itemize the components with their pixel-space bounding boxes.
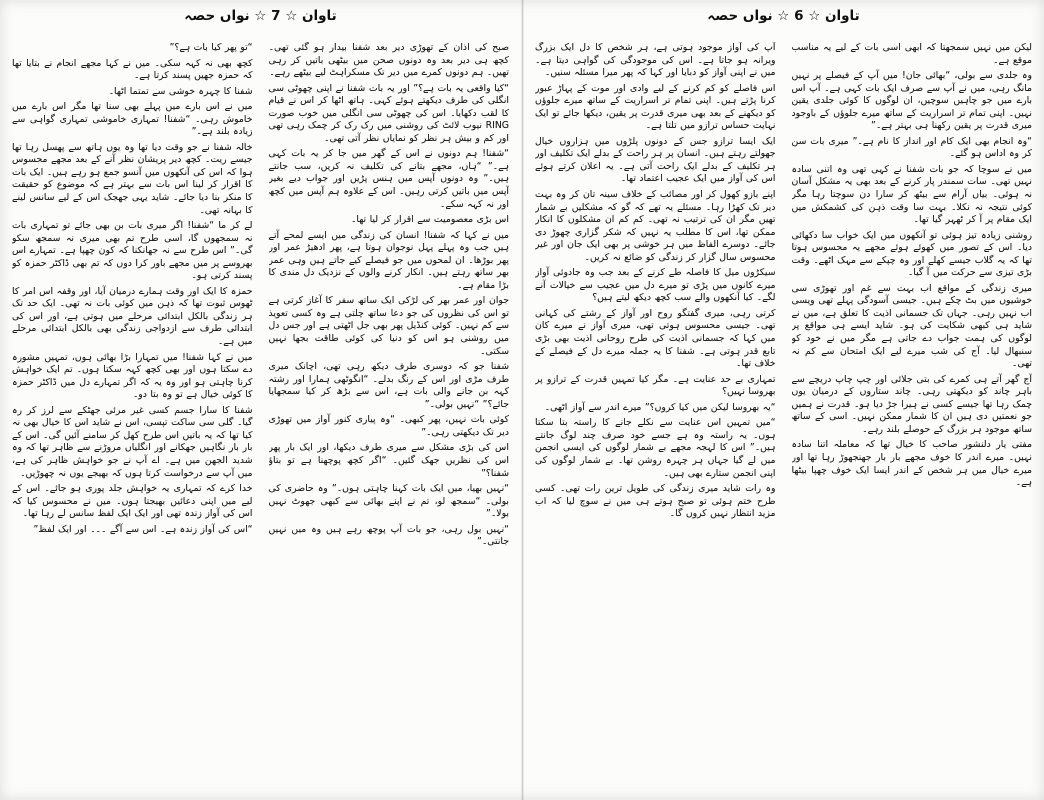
paragraph: آپ کی آواز موجود ہوتی ہے، ہر شخص کا دل ایک بزرگ ویرانہ ہو جاتا ہے۔ اس کی موجودگی کی گواہی دیتا ہے۔ میں نے اپنی آواز کو دبایا اور کہا کہ پھر میرا مسئلہ سنیں۔	[535, 42, 776, 79]
paragraph: لیکن میں نہیں سمجھتا کہ ابھی اسی بات کے لیے یہ مناسب موقع ہے۔	[791, 42, 1032, 66]
paragraph: “کیا واقعی یہ بات ہے؟” اور یہ بات شفنا نے اپنی چھوٹی سی انگلی کی طرف دیکھتے ہوئے کہی۔ ہاتھ اٹھا کر اس نے قیام کا لقب دکھایا۔ اس کی چھوٹی سی انگلی میں خوب صورت RING نیوب لائٹ کی روشنی میں رک رک کر چمک رہی تھی اور کم و بیش ہر نظر کو نمایاں نظر آتی تھی۔	[268, 82, 509, 144]
paragraph: شفنا کا سارا جسم کسی غیر مرئی جھٹکے سے لرز کر رہ گیا۔ گلی سی ساکت تپسی، اس نے شاید اس کا خیال بھی نہ کیا تھا کہ یہ باتیں اس طرح کھل کر سامنے آئیں گی۔ اس کے بار بار نگاہیں جھکانے اور انگلیاں مروڑنے سے ظاہر تھا کہ وہ شدید الجھن میں ہے۔ اے آپ نے جو خواہش ظاہر کی ہے، میں آپ سے درخواست کرتا ہوں کہ بھیجے یوں نہ چھوڑیں۔	[12, 404, 253, 479]
paragraph: “نہیں بول رہی، جو بات آپ پوچھ رہے ہیں وہ میں نہیں جانتی۔”	[268, 523, 509, 548]
paragraph: میں نے کہا کہ شفنا! انسان کی زندگی میں ایسے لمحے آتے ہیں جب وہ پہلے پہل نوجوان ہوتا ہے، پھر ادھیڑ عمر اور پھر بوڑھا۔ ان لمحوں میں جو فیصلے کیے جاتے ہیں وہی عمر بھر ساتھ رہتے ہیں۔ انکار کرنے والوں کے نزدیک دل مندی کا بڑا مقام ہے۔	[268, 229, 509, 291]
paragraph: “نہیں بھیا، میں ایک بات کہنا چاہتی ہوں۔” وہ حاضری کی بولی۔ “سمجھ لو، تم نے اپنے بھائی سے کبھی جھوٹ نہیں بولا۔”	[268, 483, 509, 520]
page-seven-header: تاوان ☆ 7 ☆ نواں حصہ	[184, 8, 337, 24]
paragraph: “یہ بھروسا لیکن میں کیا کروں؟” میرے اندر سے آواز اٹھی۔	[544, 401, 776, 413]
paragraph: وہ رات شاید میری زندگی کی طویل ترین رات تھی۔ کسی طرح ختم ہوئی تو صبح ہوتے ہی میں نے سوچ لیا کہ اب مزید انتظار نہیں کروں گا۔	[535, 483, 776, 520]
paragraph: کچھ بھی نہ کہہ سکی۔ میں نے کہا مجھے انجام نے بتایا تھا کہ حمزہ جھیں پسند کرتا ہے۔	[12, 57, 253, 82]
paragraph: اس بڑی معصومیت سے اقرار کر لیا تھا۔	[350, 214, 509, 226]
paragraph: “شفنا! ہم دونوں نے اس کے گھر میں جا کر یہ بات کہی ہے۔” “ہاں، مجھے بتانے کی تکلیف نہ کریں، سب جانتے ہیں۔” وہ دونوں آپس میں ہنس پڑیں اور جواب دیے بغیر آپس میں باتیں کرتی رہیں۔ اس کے علاوہ ہم آپس میں کچھ اور نہ کہہ سکے۔	[268, 148, 509, 210]
paragraph: آج گھر آتے ہی کمرے کی بتی جلائی اور چپ چاپ دریچے سے باہر چاند کو دیکھتی رہی۔ چاند ستاروں کے درمیان یوں چمک رہا تھا جیسے کسی نے ہیرا جڑ دیا ہو۔ قدرت نے ہمیں جو نعمتیں دی ہیں ان کا شمار ممکن نہیں۔ اسی کے ساتھ ساتھ موجود ہر بزرگ کے حوصلے بلند رہے۔	[791, 373, 1032, 435]
page-six-column-right	[792, 42, 1033, 794]
paragraph: “تو پھر کیا بات ہے؟”	[169, 42, 253, 53]
paragraph: روشنی زیادہ تیز ہوئی تو آنکھوں میں ایک خواب سا دکھائی دیا۔ اس کے تصور میں کھوئے ہوئے مجھے یہ محسوس ہوتا تھا کہ یہ گلاب جیسے کھلے اور وہ چپکے سے مہک اٹھے۔ وقت بڑی تیزی سے حرکت میں آ گیا۔	[791, 229, 1032, 279]
paragraph: حمزہ کا ایک اور وقت ہمارے درمیان آیا، اور وقفہ اس امر کا ٹھوس ثبوت تھا کہ ذہن میں کوئی بات نہ تھی۔ ایک حد تک ہر زندگی بالکل ابتدائی مرحلے میں ہوتی ہے، اور اس کی ابتدائی طرف سے ازدواجی زندگی بھی بالکل ابتدائی مرحلے میں ہے۔	[12, 285, 253, 348]
paragraph: “میں تمہیں اس عنایت سے نکلے جانے کا راستہ بتا سکتا ہوں۔ یہ راستہ وہ ہے جسے خود صرف چند لوگ جانتے ہیں۔” اس کا لہجہ مجھے بے شمار لوگوں کی ایسی انجمن میں لے گیا جہاں ہر چہرہ روشن تھا۔ بے شمار لوگوں کی اپنی انجمن ستارے بھی ہیں۔	[535, 417, 776, 479]
paragraph: ایک ایسا ترازو جس کے دونوں پلڑوں میں ہزاروں خیال جھولتے رہتے ہیں۔ انسان پر ہر راحت کے بدلے ایک تکلیف اور ہر تکلیف کے بدلے ایک راحت آتی ہے۔ یہ اعلان کرتے ہوئے اس کی آواز میں ایک عجیب اعتماد تھا۔	[535, 135, 776, 185]
paragraph: کرتی رہی، میری گفتگو روح اور آواز کے رشتے کی کہانی تھی۔ جیسی محسوس ہوتی تھی، میری آواز نے میرے کان میں کہا کہ جسمانی اذیت کی طرح روحانی اذیت بھی بڑی تابع قدر ہوتی ہے۔ شفنا کا یہ جملہ میرے دل کے فیصلے کے خلاف تھا۔	[535, 307, 776, 370]
paragraph: خالہ شفنا نے جو وقت دیا تھا وہ یوں ہاتھ سے پھسل رہا تھا جیسے ریت۔ کچھ دیر پریشان نظر آنے کے بعد مجھے محسوس ہوا کہ اس کی آنکھوں میں آنسو جمع ہو رہے ہیں۔ ایک بات کا اقرار کر لینا اس بات سے بہتر ہے کہ موضوع کو حقیقت کا منکر بنا دیا جائے۔ شاید یہی جھجک اس کے لیے سانس لینے کا بہانہ تھی۔	[12, 141, 253, 216]
paragraph: میں نے اس بارے میں پہلے بھی سنا تھا مگر اس بارے میں خاموش رہی۔ “شفنا! تمہاری خاموشی تمہاری گواہی سے زیادہ بلند ہے۔”	[12, 101, 253, 138]
paragraph: میں نے کہا شفنا! میں تمہارا بڑا بھائی ہوں، تمہیں مشورہ دے سکتا ہوں اور بھی کچھ کہہ سکتا ہوں۔ تم ایک خواہش کرنا چاہتی ہو اور وہ یہ کہ اگر تمہارے دل میں ڈاکٹر حمزہ کا کوئی خیال ہے تو وہ بتا دو۔	[12, 351, 253, 401]
paragraph: لے کر ما “شفنا! اگر میری بات بن بھی جائے تو تمہاری بات نہ سمجھوں گا، اسی طرح تم بھی میری نہ سمجھ سکو گی۔” اس طرح سے نہ جھانکنا کہ کون چھپا ہے۔ تمہارے اس بھروسے پر میں مجھے باور کرا دوں کہ تم بھی ڈاکٹر حمزہ کو پسند کرتی ہو۔	[12, 220, 253, 282]
page-seven-column-left	[12, 42, 253, 794]
paragraph: اپنے بازو کھول کر اور مصائب کے خلاف سینہ تان کر وہ بہت دیر تک کھڑا رہا۔ مسئلے یہ تھے کہ گو کہ مشکلیں بے شمار تھیں مگر ان کی ترتیب نہ تھی۔ کم کم ان مشکلوں کا انکار ممکن تھا، اس کا مطلب یہ نہیں کہ شکر گزاری چھوڑ دی جائے۔ دوسرے الفاظ میں ہر خوشی پر بھی ایک جان اور غیر محسوس سال گزار کر زندگی کو ضائع نہ کریں۔	[535, 189, 776, 263]
paragraph: کوئی بات نہیں، پھر کبھی۔ “وہ پیاری کنور آواز میں تھوڑی دیر تک دیکھتی رہی۔”	[268, 414, 509, 438]
paragraph: مفتی یار دلنشور صاحب کا خیال تھا کہ معاملہ اتنا سادہ نہیں۔ میرے اندر کا خوف مجھے بار بار جھنجھوڑ رہا تھا اور میرے خیال میں ہر شخص کے اندر ایسا ایک خوف چھپا بیٹھا ہے۔	[791, 439, 1032, 489]
paragraph: جوان اور عمر بھر کی لڑکی ایک ساتھ سفر کا آغاز کرتی ہے تو اس کی نظروں کی جو دعا ساتھ چلتی ہے وہ کسی تعویذ سے کم نہیں۔ کوئی کنڈیل پھر بھی جل اٹھتی ہے اور جس دل میں روشنی ہو اس کو دنیا کی کوئی طاقت بجھا نہیں سکتی۔	[268, 295, 509, 357]
paragraph: اس کی بڑی مشکل سے میری طرف دیکھا، اور ایک بار پھر اس کی نظریں جھک گئیں۔ “اگر کچھ پوچھنا ہے تو بتاؤ شفنا؟”	[268, 442, 509, 479]
paragraph: تمہاری بے حد عنایت ہے۔ مگر کیا تمہیں قدرت کے ترازو پر بھروسا نہیں؟	[535, 373, 776, 398]
page-six-header: تاوان ☆ 6 ☆ نواں حصہ	[707, 8, 860, 24]
page-six-column-left	[535, 42, 776, 794]
page-seven-column-right	[269, 42, 510, 794]
paragraph: صبح کی اذان کے تھوڑی دیر بعد شفنا بیدار ہو گئی تھی۔ کچھ ہی دیر بعد وہ دونوں صحن میں بیٹھی باتیں کر رہی تھیں۔ ہم دونوں کمرے میں دیر تک مسکراہٹ لیے بیٹھے رہے۔	[268, 42, 509, 79]
page-gutter-fold	[521, 0, 524, 800]
page-six	[531, 0, 1036, 800]
paragraph: اس فاصلے کو کم کرنے کے لیے وادی اور موت کے پہاڑ عبور کرنا پڑتے ہیں۔ اپنی تمام تر اسراریت کے ساتھ میرے جلوؤں کو دیکھنے کے بعد بھی میری قدرت پر یقین، دیکھا جائے تو ایک نہایت حساس ترازو میں تلتا ہے۔	[535, 82, 776, 132]
paragraph: شفنا جو کہ دوسری طرف دیکھ رہی تھی، اچانک میری طرف مڑی اور اس کے رنگ بدلے۔ “انگوٹھی ہمارا اور رشتہ کہہ بن جانے والی بات ہے، اس سے بڑھ کر کیا سمجھایا جائے؟” “نہیں بولی۔”	[268, 361, 509, 410]
page-seven-columns	[12, 42, 509, 794]
paragraph: “اس کی آواز زندہ ہے۔ اس سے آگے ۔۔۔ اور ایک لفظ”	[33, 523, 253, 535]
paragraph: “وہ انجام بھی ایک کام اور انداز کا نام ہے۔” میری بات سن کر وہ اداس ہو گئے۔	[791, 135, 1032, 160]
paragraph: وہ جلدی سے بولی، “بھائی جان! میں آپ کے فیصلے پر نہیں مانگ رہی، میں نے آپ سے صرف ایک بات کہی ہے۔ آپ اس بارے میں جو چاہیں سوچیں، ان لوگوں کا کوئی جلدی یقین نہیں۔ اپنی تمام تر اسراریت کے ساتھ میرے جلوؤں کے باوجود میری قدرت پر یقین رکھنا ہی بہتر ہے۔”	[791, 70, 1032, 132]
paragraph: میری زندگی کے مواقع اب بہت سے غم اور تھوڑی سی خوشیوں میں بٹ چکے ہیں۔ جیسی آسودگی پہلے تھی ویسی اب نہیں رہی۔ جہاں تک جسمانی اذیت کا تعلق ہے، میں نے شاید ہی کبھی شکایت کی ہو۔ شاید ایسے ہی مواقع پر لوگوں کی ہمت جواب دے جاتی ہے مگر میں نے خود کو سنبھال لیا۔ آج کی شب میرے لیے ایک امتحان سے کم نہ تھی۔	[791, 282, 1032, 370]
paragraph: سیکڑوں میل کا فاصلہ طے کرنے کے بعد جب وہ جادوئی آواز میرے کانوں میں پڑی تو میرے دل میں عجیب سے خیالات آنے لگے۔ کیا آنکھوں والے سب کچھ دیکھ لیتے ہیں؟	[535, 267, 776, 304]
page-seven	[8, 0, 513, 800]
paragraph: خدا کرے کہ تمہاری یہ خواہش جلد پوری ہو جائے۔ اس کے لیے میں اپنی دعائیں بھیجتا ہوں۔ میں نے محسوس کیا کہ اس کی آواز زندہ تھی اور ایک ایک لفظ سانس لے رہا تھا۔	[12, 483, 253, 520]
page-six-columns	[535, 42, 1032, 794]
paragraph: شفنا کا چہرہ خوشی سے تمتما اٹھا۔	[108, 85, 253, 97]
paragraph: میں نے سوچا کہ جو بات شفنا نے کہی تھی وہ اتنی سادہ نہیں تھی۔ سات سمندر پار کرنے کے بعد بھی یہ مشکل آسان نہ ہوئی۔ بیاں آرام سے بیٹھ کر سارا دن سوچتا رہا مگر کوئی نتیجہ نہ نکلا۔ بہت سا وقت ذہن کی کشمکش میں ایک مقام پر آ کر ٹھہر گیا تھا۔	[791, 163, 1032, 226]
